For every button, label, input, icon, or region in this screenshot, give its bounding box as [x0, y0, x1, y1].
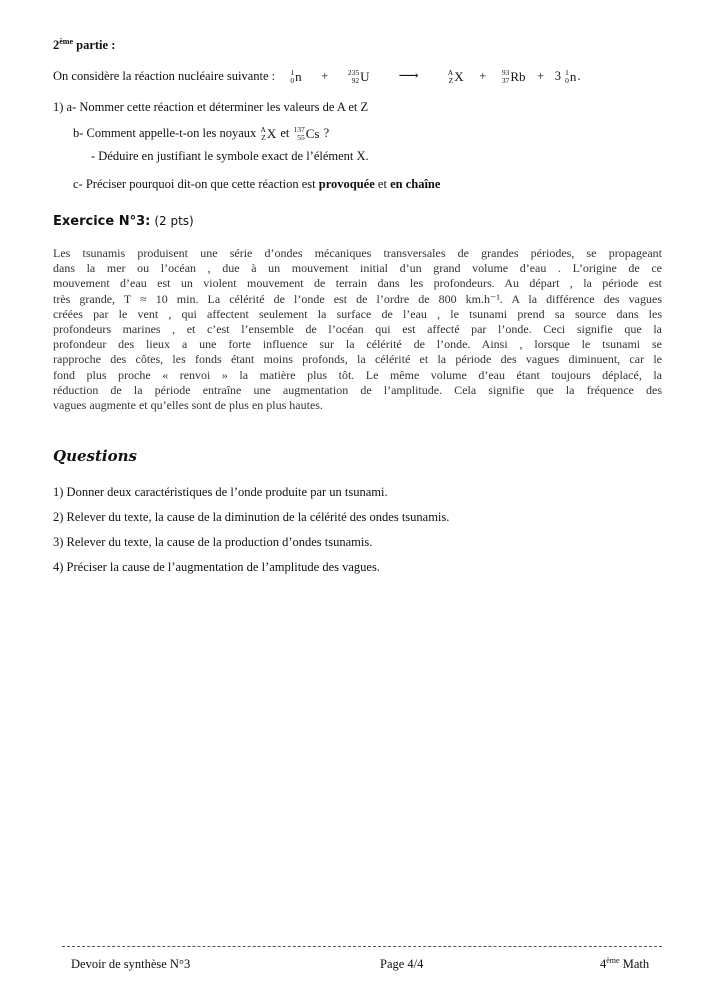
paragraph-line: créées par le vent , qui affectent seulement la surface de l’eau , le tsunami prend sa source dans les: [53, 306, 662, 321]
question-1b-deduce: - Déduire en justifiant le symbole exact de l’élément X.: [91, 149, 369, 163]
question-1b: b- Comment appelle-t-on les noyaux A Z X et 137 55 Cs ?: [73, 125, 330, 143]
question-item: 4) Préciser la cause de l’augmentation de l’amplitude des vagues.: [53, 560, 380, 574]
nuclide-neutron-1: 1 0 n: [290, 68, 302, 86]
exercise-points: (2 pts): [154, 214, 194, 228]
nuclide-x: A Z X: [447, 68, 464, 86]
bold-provoquee: provoquée: [318, 177, 375, 191]
nuclide-rubidium: 93 37 Rb: [501, 68, 526, 86]
paragraph-line: très grande, T ≈ 10 min. La célérité de l’onde est de l’ordre de 800 km.h⁻¹. A la différence des vagues: [53, 291, 662, 306]
nuclide-uranium: 235 92 U: [347, 68, 370, 86]
exercise-heading: Exercice N°3: (2 pts): [53, 214, 194, 229]
bold-en-chaine: en chaîne: [390, 177, 441, 191]
reaction-intro: On considère la réaction nucléaire suivante :: [53, 69, 276, 83]
equation-end: .: [577, 69, 581, 83]
footer-page-number: Page 4/4: [380, 957, 424, 971]
paragraph-line: réduction de la période entraîne une augmentation de l’amplitude. Cela signifie que la fréquence des: [53, 382, 662, 397]
part-label: partie :: [73, 38, 116, 52]
exercise-title: Exercice N°3: [53, 214, 146, 229]
paragraph-line: fond plus proche « renvoi » la matière plus tôt. Le même volume d’eau étant toujours déplacé, la: [53, 367, 662, 382]
part-number: 2: [53, 38, 60, 52]
paragraph-line: profondeur des lieux a une forte influence sur la célérité de l’onde. Ainsi , lorsque le tsunami se: [53, 337, 662, 352]
paragraph-line: profondeurs marines , et c’est l’ensemble de l’océan qui est affecté par l’onde. Ceci signifie que la: [53, 322, 662, 337]
question-item: 1) Donner deux caractéristiques de l’onde produite par un tsunami.: [53, 485, 388, 499]
paragraph-line: rapproche des côtes, les fonds étant moins profonds, la célérité et la période des vagues diminuent, car le: [53, 352, 662, 367]
reaction-arrow: ⟶: [398, 69, 419, 84]
part-number-sup: ème: [59, 36, 74, 46]
plus-sign: +: [479, 69, 487, 83]
nuclide-cesium: 137 55 Cs: [293, 125, 320, 143]
tsunami-paragraph: [53, 246, 662, 413]
neutron-coefficient: 3: [554, 69, 562, 83]
question-item: 3) Relever du texte, la cause de la production d’ondes tsunamis.: [53, 535, 373, 549]
footer-class: 4ème Math: [600, 955, 650, 971]
paragraph-line: Les tsunamis produisent une série d’ondes mécaniques transversales de grandes périodes, se propageant: [53, 246, 662, 260]
nuclide-neutron-2: 1 0 n: [565, 68, 577, 86]
footer-left: Devoir de synthèse N°3: [71, 957, 191, 971]
plus-sign: +: [537, 69, 545, 83]
questions-title: Questions: [53, 447, 137, 465]
nuclide-x: A Z X: [260, 125, 277, 143]
part-heading: [53, 38, 115, 53]
question-1a: 1) a- Nommer cette réaction et déterminer les valeurs de A et Z: [53, 100, 369, 114]
paragraph-line: mouvement d’eau est un violent mouvement de terrain dans les profondeurs. Au départ , la période est: [53, 276, 662, 291]
question-1c: c- Préciser pourquoi dit-on que cette réaction est provoquée et en chaîne: [73, 177, 441, 191]
reaction-equation: [53, 68, 581, 85]
paragraph-line: dans la mer ou l’océan , due à un mouvement initial d’un grand volume d’eau . L’origine de ce: [53, 261, 662, 276]
plus-sign: +: [321, 69, 329, 83]
question-item: 2) Relever du texte, la cause de la diminution de la célérité des ondes tsunamis.: [53, 510, 450, 524]
footer-divider: [62, 946, 662, 947]
paragraph-line: vagues augmente et qu’elles sont de plus en plus hautes.: [53, 398, 323, 413]
